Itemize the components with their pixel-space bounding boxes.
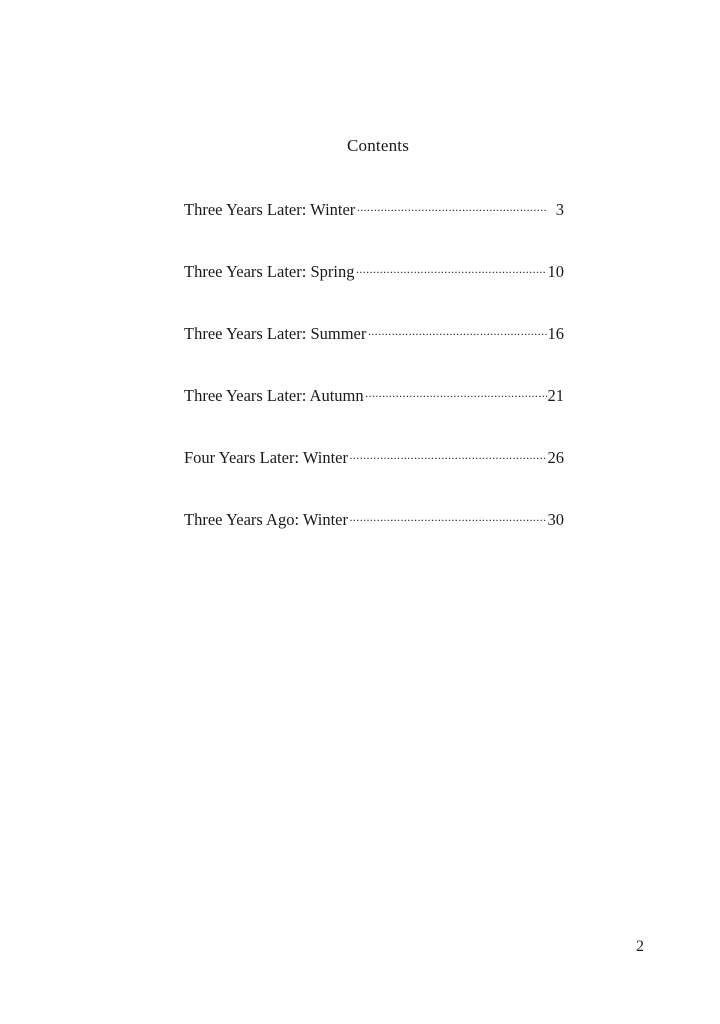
- toc-entry-page: 10: [547, 261, 564, 281]
- toc-entry-title: Three Years Later: Summer: [184, 323, 367, 343]
- toc-entry-page: 30: [547, 509, 564, 529]
- toc-entry-title: Four Years Later: Winter: [184, 447, 349, 467]
- dot-leader: [349, 446, 546, 463]
- dot-leader: [349, 508, 546, 525]
- toc-heading: Contents: [346, 136, 410, 155]
- toc-entry-title: Three Years Ago: Winter: [184, 509, 349, 529]
- toc-entry: [184, 198, 564, 260]
- toc-entry: [184, 260, 564, 322]
- toc-entry: [184, 508, 564, 570]
- toc-entry-page: 26: [547, 447, 564, 467]
- toc-entry: [184, 322, 564, 384]
- dot-leader: [365, 384, 547, 401]
- toc-entry-page: 21: [547, 385, 564, 405]
- dot-leader: [356, 198, 547, 215]
- page-number: 2: [636, 938, 644, 955]
- toc-entry-title: Three Years Later: Winter: [184, 199, 356, 219]
- toc-entry-page: 3: [555, 199, 564, 219]
- table-of-contents: [184, 198, 564, 570]
- dot-leader: [367, 322, 546, 339]
- toc-entry-page: 16: [547, 323, 564, 343]
- dot-leader: [355, 260, 546, 277]
- toc-entry-title: Three Years Later: Autumn: [184, 385, 364, 405]
- toc-entry: [184, 446, 564, 508]
- toc-entry: [184, 384, 564, 446]
- toc-entry-title: Three Years Later: Spring: [184, 261, 355, 281]
